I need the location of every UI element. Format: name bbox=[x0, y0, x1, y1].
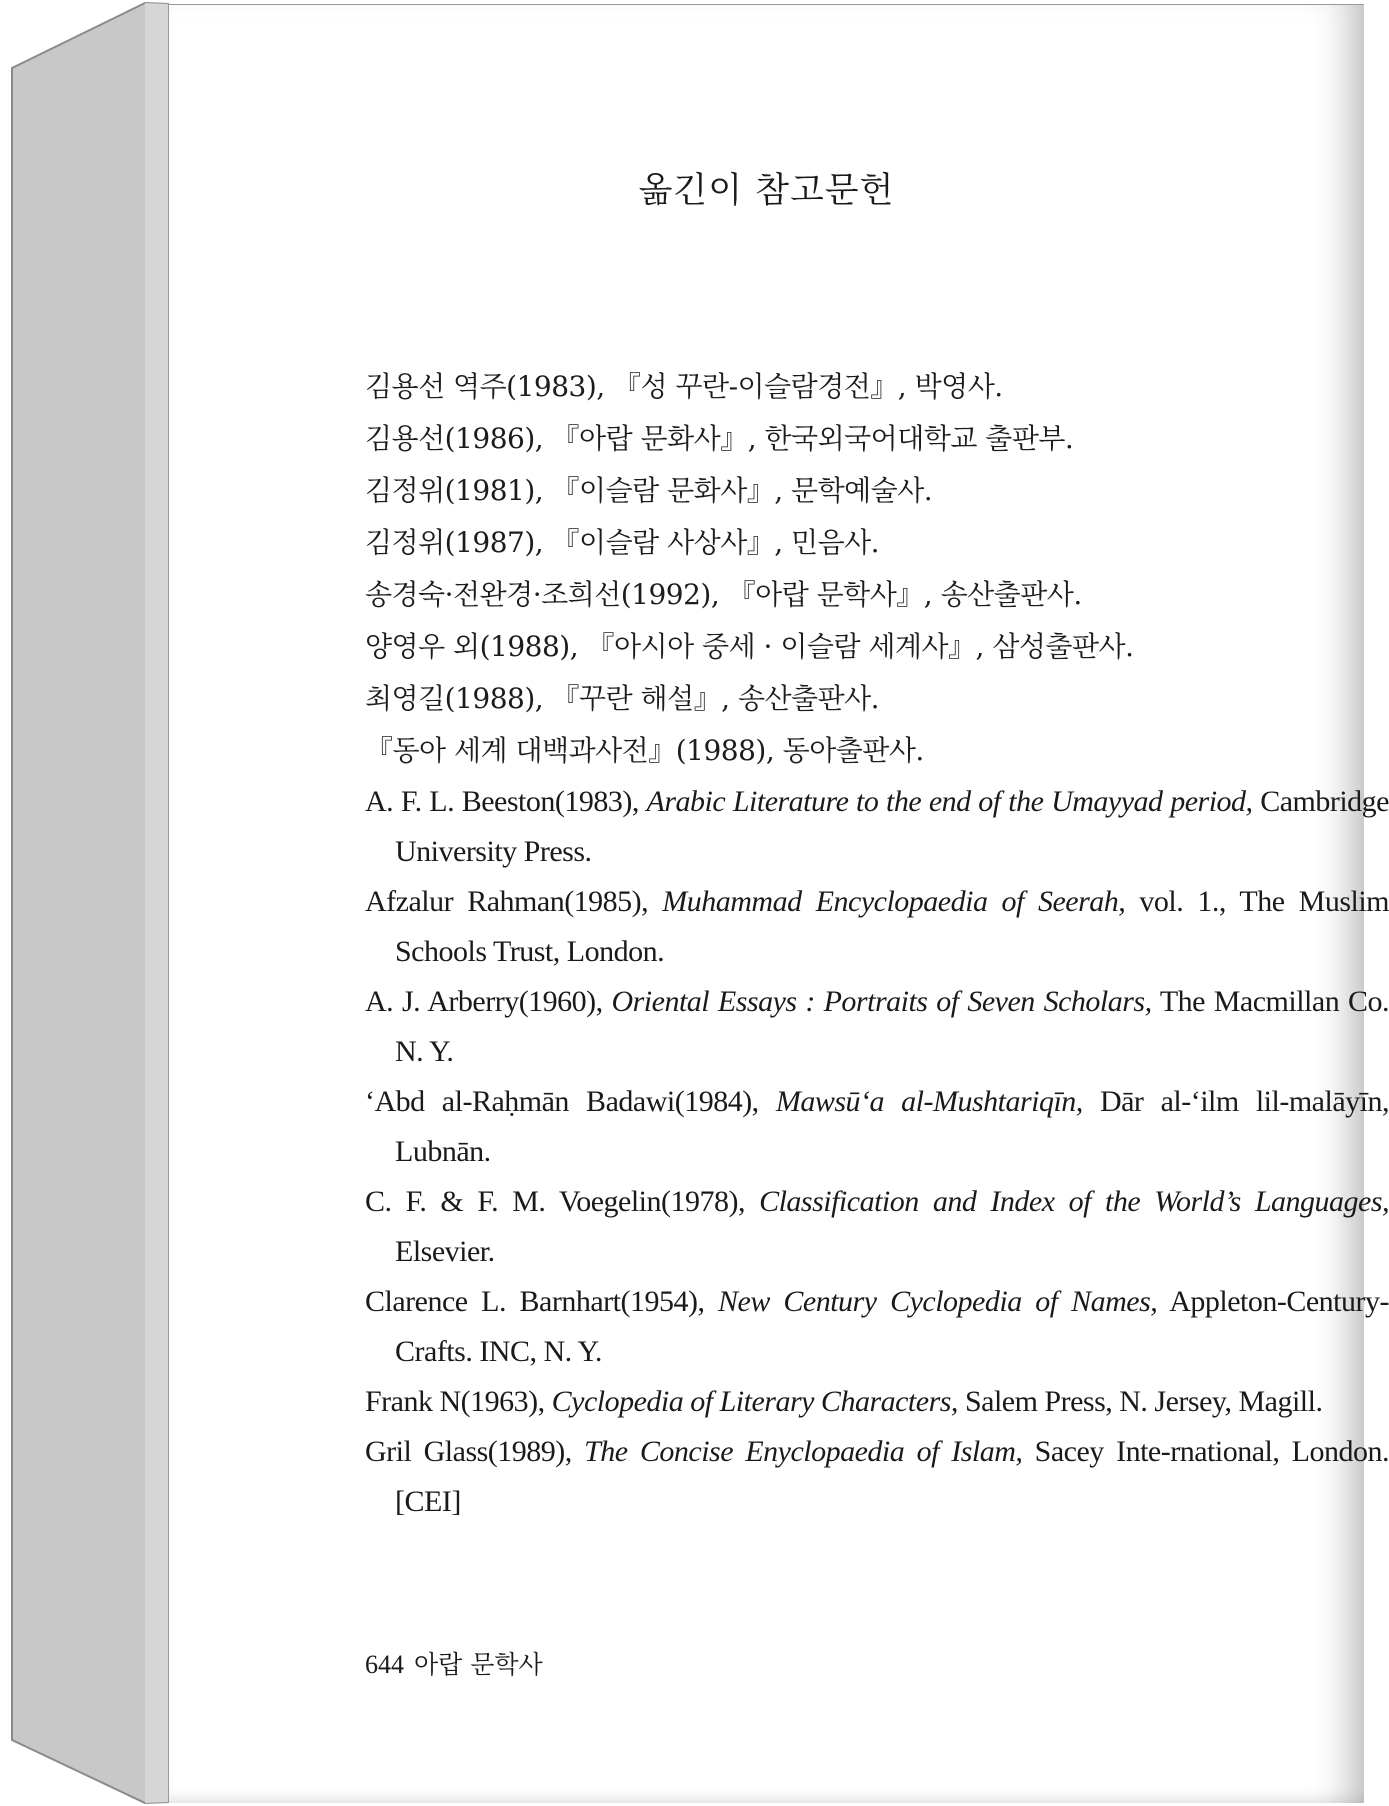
ref-publisher: The Macmillan Co. N. Y. bbox=[395, 985, 1389, 1068]
korean-reference-2: 김용선(1986), 『아랍 문화사』, 한국외국어대학교 출판부. bbox=[365, 422, 1074, 455]
english-reference-5 bbox=[365, 1177, 1389, 1277]
english-reference-1 bbox=[365, 777, 1389, 877]
ref-author: ‘Abd al-Raḥmān Badawi(1984), bbox=[365, 1085, 776, 1118]
ref-title: Cyclopedia of Literary Characters, bbox=[551, 1385, 958, 1418]
spine-face bbox=[12, 3, 168, 1803]
english-reference-7 bbox=[365, 1377, 1389, 1427]
ref-author: A. F. L. Beeston(1983), bbox=[365, 785, 647, 818]
ref-publisher: Cambridge University Press. bbox=[395, 785, 1389, 868]
ref-author: A. J. Arberry(1960), bbox=[365, 985, 612, 1018]
korean-reference-5: 송경숙·전완경·조희선(1992), 『아랍 문학사』, 송산출판사. bbox=[365, 578, 1082, 611]
english-reference-3 bbox=[365, 977, 1389, 1077]
ref-author: Clarence L. Barnhart(1954), bbox=[365, 1285, 718, 1318]
korean-reference-4: 김정위(1987), 『이슬람 사상사』, 민음사. bbox=[365, 526, 880, 559]
english-reference-6 bbox=[365, 1277, 1389, 1377]
ref-title: Mawsū‘a al-Mushtariqīn, bbox=[775, 1085, 1083, 1118]
ref-title: New Century Cyclopedia of Names, bbox=[718, 1285, 1158, 1318]
korean-reference-7: 최영길(1988), 『꾸란 해설』, 송산출판사. bbox=[365, 682, 880, 715]
page-title: 옮긴이 참고문헌 bbox=[638, 171, 895, 211]
page-number: 644 bbox=[365, 1650, 404, 1679]
english-reference-8 bbox=[365, 1427, 1389, 1527]
ref-publisher: Appleton-Century-Crafts. INC, N. Y. bbox=[395, 1285, 1389, 1368]
page-footer bbox=[365, 1645, 543, 1681]
ref-publisher: Salem Press, N. Jersey, Magill. bbox=[957, 1385, 1323, 1418]
running-title: 아랍 문학사 bbox=[414, 1650, 543, 1679]
english-reference-4 bbox=[365, 1077, 1389, 1177]
korean-reference-3: 김정위(1981), 『이슬람 문화사』, 문학예술사. bbox=[365, 474, 933, 507]
ref-title: Classification and Index of the World’s Languages, bbox=[759, 1185, 1389, 1218]
spine-edge-highlight bbox=[145, 3, 168, 1803]
ref-title: Arabic Literature to the end of the Umayyad period, bbox=[646, 785, 1253, 818]
ref-title: The Concise Enyclopaedia of Islam, bbox=[584, 1435, 1023, 1468]
ref-publisher: Sacey Inte-rnational, London. [CEI] bbox=[395, 1435, 1389, 1518]
ref-publisher: Elsevier. bbox=[395, 1235, 495, 1268]
english-reference-2 bbox=[365, 877, 1389, 977]
reference-list bbox=[365, 361, 1389, 1527]
ref-publisher: vol. 1., The Muslim Schools Trust, London. bbox=[395, 885, 1389, 968]
ref-title: Oriental Essays : Portraits of Seven Scholars, bbox=[611, 985, 1152, 1018]
ref-publisher: Dār al-‘ilm lil-malāyīn, Lubnān. bbox=[395, 1085, 1389, 1168]
book-page bbox=[168, 4, 1389, 1803]
korean-reference-1: 김용선 역주(1983), 『성 꾸란-이슬람경전』, 박영사. bbox=[365, 370, 1003, 403]
ref-author: Afzalur Rahman(1985), bbox=[365, 885, 663, 918]
korean-reference-8: 『동아 세계 대백과사전』(1988), 동아출판사. bbox=[365, 734, 924, 767]
ref-title: Muhammad Encyclopaedia of Seerah, bbox=[662, 885, 1126, 918]
ref-author: Frank N(1963), bbox=[365, 1385, 552, 1418]
korean-reference-6: 양영우 외(1988), 『아시아 중세 · 이슬람 세계사』, 삼성출판사. bbox=[365, 630, 1134, 663]
ref-author: C. F. & F. M. Voegelin(1978), bbox=[365, 1185, 760, 1218]
ref-author: Gril Glass(1989), bbox=[365, 1435, 585, 1468]
